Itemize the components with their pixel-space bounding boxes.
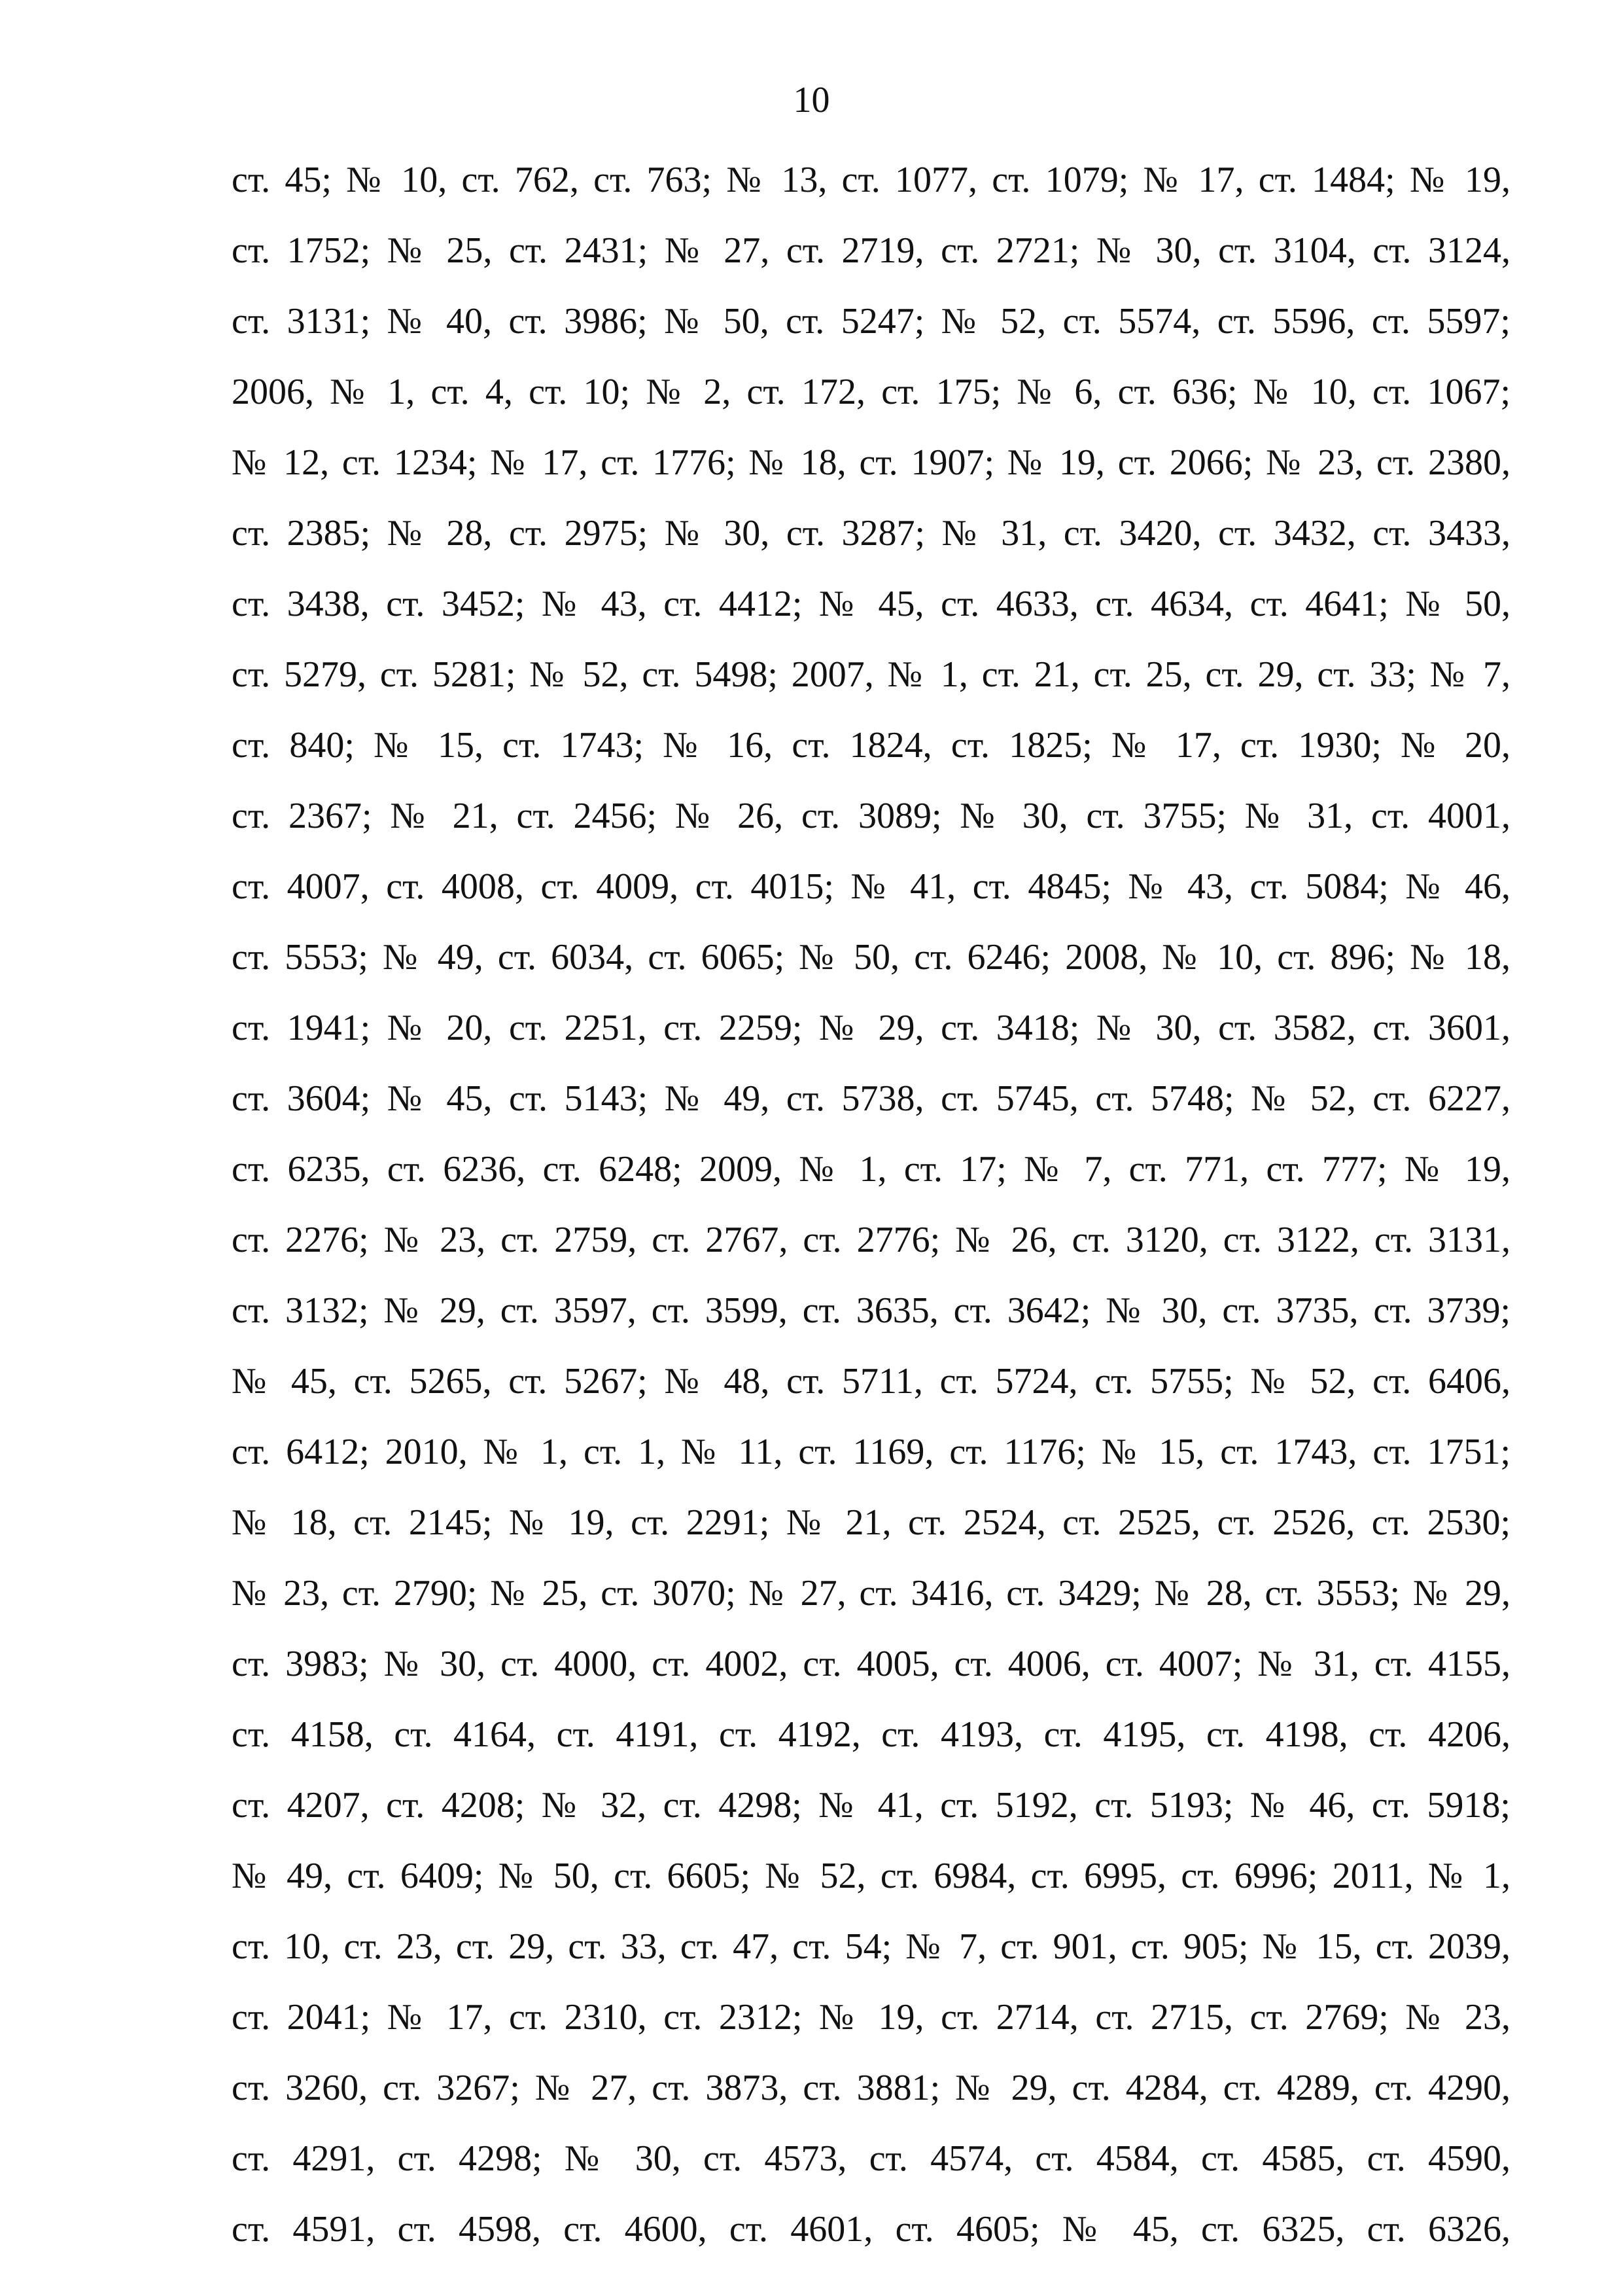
page-number: 10 [793, 80, 830, 120]
text-line: № 12, ст. 1234; № 17, ст. 1776; № 18, ст. 1907; № 19, ст. 2066; № 23, ст. 2380, [232, 442, 1510, 483]
text-line: ст. 4291, ст. 4298; № 30, ст. 4573, ст. 4574, ст. 4584, ст. 4585, ст. 4590, [232, 2138, 1510, 2179]
text-line: 2006, № 1, ст. 4, ст. 10; № 2, ст. 172, ст. 175; № 6, ст. 636; № 10, ст. 1067; [232, 372, 1510, 412]
text-line: ст. 4591, ст. 4598, ст. 4600, ст. 4601, ст. 4605; № 45, ст. 6325, ст. 6326, [232, 2209, 1510, 2250]
text-line: № 18, ст. 2145; № 19, ст. 2291; № 21, ст. 2524, ст. 2525, ст. 2526, ст. 2530; [232, 1502, 1510, 1543]
text-line: ст. 5553; № 49, ст. 6034, ст. 6065; № 50, ст. 6246; 2008, № 10, ст. 896; № 18, [232, 937, 1510, 978]
text-line: ст. 6412; 2010, № 1, ст. 1, № 11, ст. 1169, ст. 1176; № 15, ст. 1743, ст. 1751; [232, 1432, 1510, 1472]
text-line: ст. 5279, ст. 5281; № 52, ст. 5498; 2007, № 1, ст. 21, ст. 25, ст. 29, ст. 33; № 7, [232, 654, 1510, 695]
text-line: ст. 3131; № 40, ст. 3986; № 50, ст. 5247; № 52, ст. 5574, ст. 5596, ст. 5597; [232, 301, 1510, 342]
text-line: ст. 3438, ст. 3452; № 43, ст. 4412; № 45, ст. 4633, ст. 4634, ст. 4641; № 50, [232, 584, 1510, 624]
text-line: ст. 2385; № 28, ст. 2975; № 30, ст. 3287; № 31, ст. 3420, ст. 3432, ст. 3433, [232, 513, 1510, 554]
text-line: № 49, ст. 6409; № 50, ст. 6605; № 52, ст. 6984, ст. 6995, ст. 6996; 2011, № 1, [232, 1856, 1510, 1896]
text-line: ст. 2367; № 21, ст. 2456; № 26, ст. 3089; № 30, ст. 3755; № 31, ст. 4001, [232, 796, 1510, 836]
text-line: ст. 3604; № 45, ст. 5143; № 49, ст. 5738, ст. 5745, ст. 5748; № 52, ст. 6227, [232, 1078, 1510, 1119]
text-line: ст. 3132; № 29, ст. 3597, ст. 3599, ст. 3635, ст. 3642; № 30, ст. 3735, ст. 3739; [232, 1290, 1510, 1331]
text-line: № 23, ст. 2790; № 25, ст. 3070; № 27, ст. 3416, ст. 3429; № 28, ст. 3553; № 29, [232, 1573, 1510, 1614]
text-line: ст. 2276; № 23, ст. 2759, ст. 2767, ст. 2776; № 26, ст. 3120, ст. 3122, ст. 3131, [232, 1220, 1510, 1260]
text-line: ст. 4207, ст. 4208; № 32, ст. 4298; № 41, ст. 5192, ст. 5193; № 46, ст. 5918; [232, 1785, 1510, 1826]
text-line: ст. 10, ст. 23, ст. 29, ст. 33, ст. 47, ст. 54; № 7, ст. 901, ст. 905; № 15, ст. 2039, [232, 1926, 1510, 1967]
text-line: № 45, ст. 5265, ст. 5267; № 48, ст. 5711, ст. 5724, ст. 5755; № 52, ст. 6406, [232, 1361, 1510, 1402]
text-line: ст. 3260, ст. 3267; № 27, ст. 3873, ст. 3881; № 29, ст. 4284, ст. 4289, ст. 4290, [232, 2068, 1510, 2108]
text-line: ст. 4158, ст. 4164, ст. 4191, ст. 4192, ст. 4193, ст. 4195, ст. 4198, ст. 4206, [232, 1714, 1510, 1755]
body-text [232, 157, 1510, 2277]
text-line: ст. 1752; № 25, ст. 2431; № 27, ст. 2719, ст. 2721; № 30, ст. 3104, ст. 3124, [232, 230, 1510, 271]
text-line: ст. 6235, ст. 6236, ст. 6248; 2009, № 1, ст. 17; № 7, ст. 771, ст. 777; № 19, [232, 1149, 1510, 1190]
text-line: ст. 1941; № 20, ст. 2251, ст. 2259; № 29, ст. 3418; № 30, ст. 3582, ст. 3601, [232, 1008, 1510, 1048]
text-line: ст. 4007, ст. 4008, ст. 4009, ст. 4015; № 41, ст. 4845; № 43, ст. 5084; № 46, [232, 866, 1510, 907]
text-line: ст. 840; № 15, ст. 1743; № 16, ст. 1824, ст. 1825; № 17, ст. 1930; № 20, [232, 725, 1510, 766]
text-line: ст. 3983; № 30, ст. 4000, ст. 4002, ст. 4005, ст. 4006, ст. 4007; № 31, ст. 4155, [232, 1644, 1510, 1684]
text-line: ст. 45; № 10, ст. 762, ст. 763; № 13, ст. 1077, ст. 1079; № 17, ст. 1484; № 19, [232, 160, 1510, 200]
text-line: ст. 2041; № 17, ст. 2310, ст. 2312; № 19, ст. 2714, ст. 2715, ст. 2769; № 23, [232, 1997, 1510, 2038]
